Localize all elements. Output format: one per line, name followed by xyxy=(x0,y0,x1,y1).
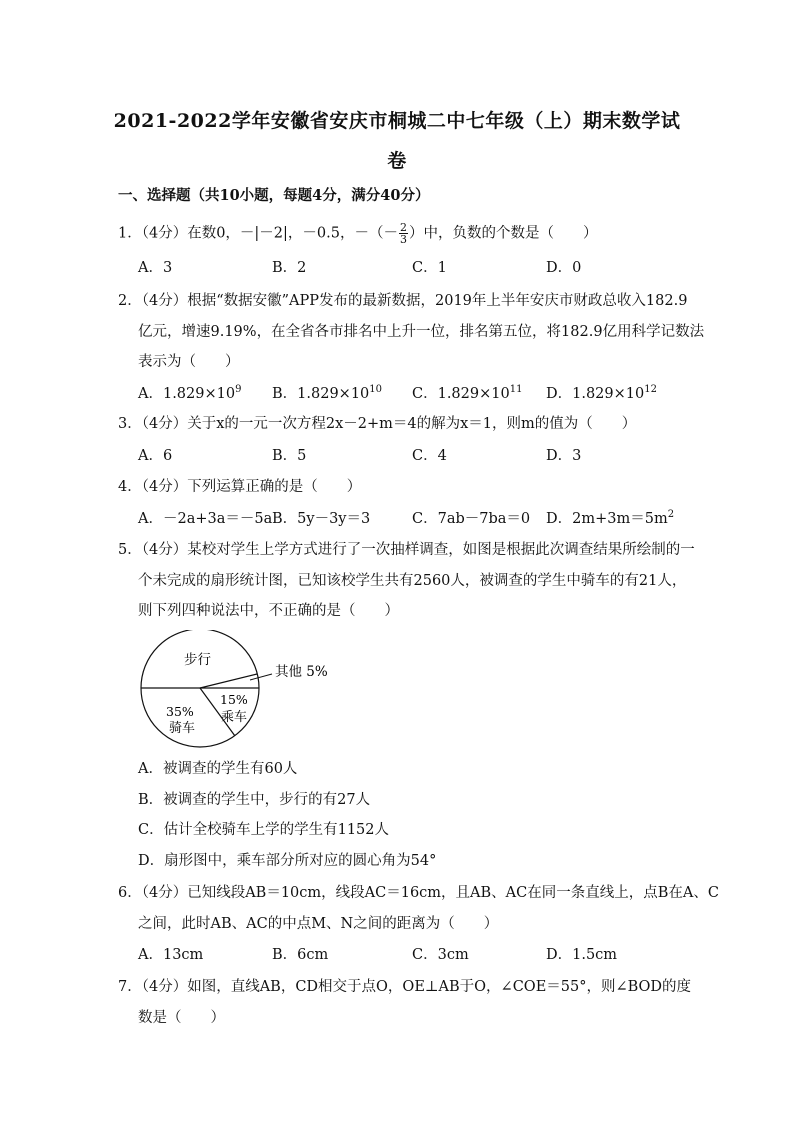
q2-option-d xyxy=(546,384,657,404)
pie-chart-figure xyxy=(130,630,350,755)
question-4: 4．（4分）下列运算正确的是（ ） xyxy=(118,479,362,495)
option-text: D．1.829×10 xyxy=(546,386,645,402)
q2-option-c xyxy=(412,384,522,404)
q6-option-b: B．6cm xyxy=(272,947,329,963)
fraction-denominator: 3 xyxy=(399,233,407,246)
q1-option-c: C．1 xyxy=(412,260,447,276)
question-6-line-2: 之间，此时AB、AC的中点M、N之间的距离为（ ） xyxy=(138,916,499,932)
option-text: A．1.829×10 xyxy=(138,386,236,402)
question-5-line-3: 则下列四种说法中，不正确的是（ ） xyxy=(138,603,399,619)
question-5-line-1: 5．（4分）某校对学生上学方式进行了一次抽样调查，如图是根据此次调查结果所绘制的一 xyxy=(118,542,695,558)
exponent: 2 xyxy=(667,509,675,520)
pie-label-other: 其他 5% xyxy=(275,664,328,680)
question-2-line-3: 表示为（ ） xyxy=(138,354,240,370)
pie-label-bike-percent: 35% xyxy=(166,704,194,719)
fraction-numerator: 2 xyxy=(399,221,407,234)
exponent: 10 xyxy=(369,384,383,395)
exponent: 9 xyxy=(235,384,242,395)
question-7-line-1: 7．（4分）如图，直线AB，CD相交于点O，OE⊥AB于O，∠COE＝55°，则∠BOD的度 xyxy=(118,979,692,995)
q3-option-d: D．3 xyxy=(546,448,582,464)
pie-divider-other xyxy=(200,674,257,688)
q3-option-a: A．6 xyxy=(138,448,173,464)
exam-title-line-1: 2021-2022学年安徽省安庆市桐城二中七年级（上）期末数学试 xyxy=(113,110,681,132)
exponent: 11 xyxy=(509,384,523,395)
exponent: 12 xyxy=(644,384,657,395)
question-1 xyxy=(118,222,597,245)
q1-option-d: D．0 xyxy=(546,260,582,276)
q2-option-a xyxy=(138,384,241,404)
q3-option-c: C．4 xyxy=(412,448,447,464)
option-text: B．1.829×10 xyxy=(272,386,370,402)
pie-label-bus: 乘车 xyxy=(221,710,248,725)
q6-option-a: A．13cm xyxy=(138,947,204,963)
q6-option-c: C．3cm xyxy=(412,947,469,963)
q5-option-c: C．估计全校骑车上学的学生有1152人 xyxy=(138,822,389,838)
q5-option-b: B．被调查的学生中，步行的有27人 xyxy=(138,792,371,808)
q4-option-d xyxy=(546,509,674,529)
pie-label-bus-percent: 15% xyxy=(220,692,248,707)
q1-option-a: A．3 xyxy=(138,260,173,276)
question-2-line-1: 2．（4分）根据“数据安徽”APP发布的最新数据，2019年上半年安庆市财政总收入182.9 xyxy=(118,293,688,309)
option-text: C．1.829×10 xyxy=(412,386,510,402)
question-1-suffix: ）中，负数的个数是（ ） xyxy=(408,225,598,242)
question-3: 3．（4分）关于x的一元一次方程2x－2+m＝4的解为x＝1，则m的值为（ ） xyxy=(118,416,637,432)
question-1-prefix: 1．（4分）在数0，－|－2|，－0.5，－（－ xyxy=(118,225,398,242)
q4-option-b: B．5y－3y＝3 xyxy=(272,511,371,527)
q6-option-d: D．1.5cm xyxy=(546,947,618,963)
fraction xyxy=(399,222,408,245)
q1-option-b: B．2 xyxy=(272,260,307,276)
q5-option-a: A．被调查的学生有60人 xyxy=(138,761,298,777)
pie-label-walk: 步行 xyxy=(184,652,211,668)
q4-option-c: C．7ab－7ba＝0 xyxy=(412,511,531,527)
question-7-line-2: 数是（ ） xyxy=(138,1010,225,1026)
section-heading: 一、选择题（共10小题，每题4分，满分40分） xyxy=(118,187,430,204)
option-text: D．2m+3m＝5m xyxy=(546,511,668,527)
question-5-line-2: 个未完成的扇形统计图，已知该校学生共有2560人，被调查的学生中骑车的有21人， xyxy=(138,573,687,589)
q4-option-a: A．－2a+3a＝－5a xyxy=(138,511,273,527)
q3-option-b: B．5 xyxy=(272,448,307,464)
pie-label-bike: 骑车 xyxy=(169,721,196,736)
question-6-line-1: 6．（4分）已知线段AB＝10cm，线段AC＝16cm，且AB、AC在同一条直线上，点B在A、C xyxy=(118,885,719,901)
question-2-line-2: 亿元，增速9.19%，在全省各市排名中上升一位，排名第五位，将182.9亿用科学记数法 xyxy=(138,324,705,340)
q2-option-b xyxy=(272,384,382,404)
exam-title-line-2: 卷 xyxy=(387,150,407,172)
q5-option-d: D．扇形图中，乘车部分所对应的圆心角为54° xyxy=(138,853,437,869)
